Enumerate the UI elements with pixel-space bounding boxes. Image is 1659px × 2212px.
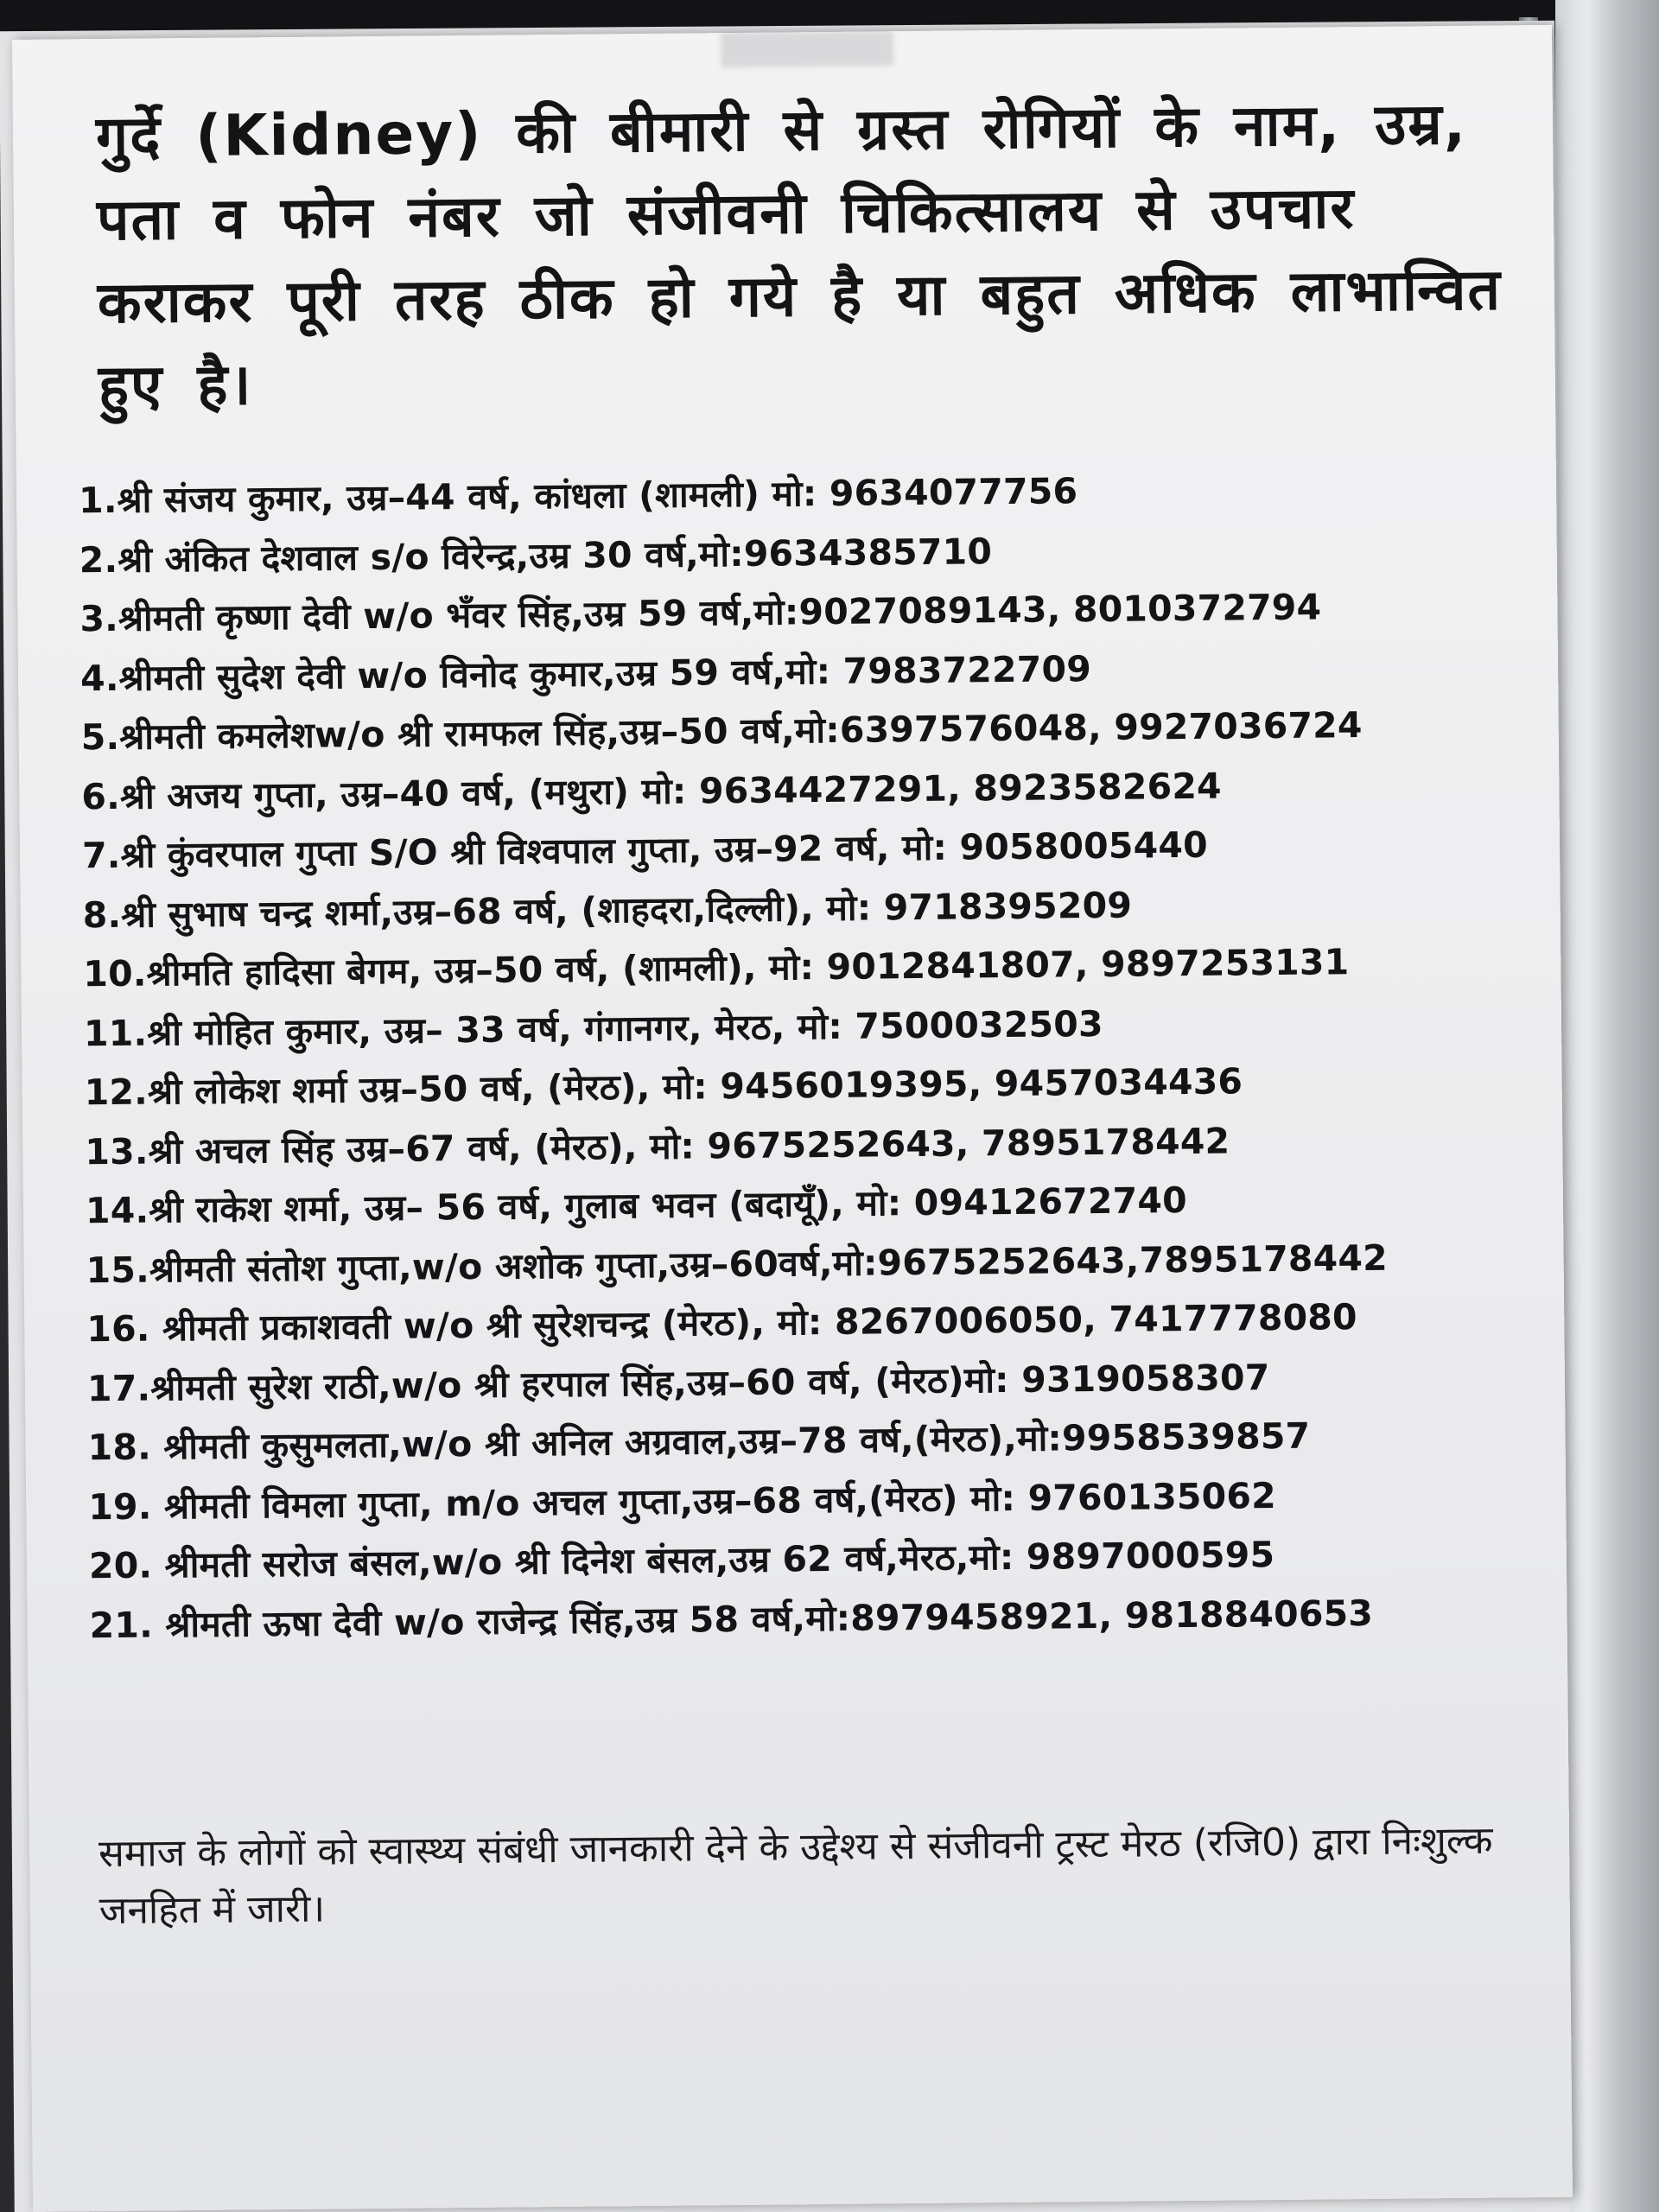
patient-entry-text: श्रीमती कृष्णा देवी w/o भँवर सिंह,उम्र 59 वर्ष,मो:9027089143, 8010372794 bbox=[118, 586, 1322, 639]
patient-entry-text: श्रीमती सुरेश राठी,w/o श्री हरपाल सिंह,उम्र–60 वर्ष, (मेरठ)मो: 9319058307 bbox=[149, 1356, 1270, 1409]
patient-entry-number: 21. bbox=[89, 1604, 154, 1646]
patient-entry-text: श्रीमती ऊषा देवी w/o राजेन्द्र सिंह,उम्र 58 वर्ष,मो:8979458921, 9818840653 bbox=[152, 1592, 1374, 1646]
binder-cover-edge bbox=[1555, 0, 1659, 2212]
patient-entry-text: श्री लोकेश शर्मा उम्र–50 वर्ष, (मेरठ), मो: 9456019395, 9457034436 bbox=[147, 1060, 1243, 1113]
patient-entry-number: 7. bbox=[81, 834, 121, 877]
patient-entry-number: 12. bbox=[84, 1071, 149, 1114]
patient-entry-text: श्री संजय कुमार, उम्र–44 वर्ष, कांधला (शामली) मो: 9634077756 bbox=[117, 470, 1078, 521]
patient-entry-number: 8. bbox=[82, 893, 122, 936]
notice-heading: गुर्दे (Kidney) की बीमारी से ग्रस्त रोगियों के नाम, उम्र, पता व फोन नंबर जो संजीवनी चिकित्सालय से उपचार कराकर पूरी तरह ठीक हो गये है या बहुत अधिक लाभान्वित हुए है। bbox=[95, 90, 1503, 420]
patient-entry-number: 2. bbox=[79, 538, 118, 581]
patient-entry-text: श्रीमती कमलेशw/o श्री रामफल सिंह,उम्र–50 वर्ष,मो:6397576048, 9927036724 bbox=[119, 704, 1363, 758]
patient-entry-number: 20. bbox=[88, 1544, 153, 1587]
patient-entry-number: 3. bbox=[79, 597, 119, 640]
patient-entry-text: श्री सुभाष चन्द्र शर्मा,उम्र–68 वर्ष, (शाहदरा,दिल्ली), मो: 9718395209 bbox=[121, 884, 1133, 936]
patient-entry-number: 17. bbox=[86, 1367, 151, 1409]
patient-entry-number: 11. bbox=[83, 1012, 148, 1054]
patient-entry-text: श्रीमती कुसुमलता,w/o श्री अनिल अग्रवाल,उम्र–78 वर्ष,(मेरठ),मो:9958539857 bbox=[150, 1414, 1311, 1468]
paper-smudge bbox=[721, 31, 893, 67]
patient-entry-text: श्री कुंवरपाल गुप्ता S/O श्री विश्वपाल गुप्ता, उम्र–92 वर्ष, मो: 9058005440 bbox=[120, 823, 1209, 876]
patient-entry-number: 6. bbox=[81, 775, 121, 817]
patient-entry-text: श्रीमती प्रकाशवती w/o श्री सुरेशचन्द्र (मेरठ), मो: 8267006050, 7417778080 bbox=[149, 1296, 1357, 1350]
patient-entry-text: श्रीमती सुदेश देवी w/o विनोद कुमार,उम्र 59 वर्ष,मो: 7983722709 bbox=[118, 647, 1092, 699]
patient-entry-number: 1. bbox=[78, 479, 118, 522]
patient-entry-number: 14. bbox=[85, 1189, 149, 1232]
printed-notice-sheet bbox=[12, 25, 1573, 2212]
patient-entry-text: श्रीमती विमला गुप्ता, m/o अचल गुप्ता,उम्र–68 वर्ष,(मेरठ) मो: 9760135062 bbox=[151, 1474, 1277, 1528]
patient-entry-text: श्री अचल सिंह उम्र–67 वर्ष, (मेरठ), मो: 9675252643, 7895178442 bbox=[148, 1120, 1230, 1173]
patient-entry-text: श्री मोहित कुमार, उम्र– 33 वर्ष, गंगानगर, मेरठ, मो: 7500032503 bbox=[147, 1002, 1103, 1054]
patient-entry-number: 4. bbox=[79, 657, 119, 699]
patient-entry-number: 10. bbox=[83, 952, 147, 995]
patient-entry-number: 5. bbox=[80, 715, 120, 759]
patient-entry-number: 13. bbox=[85, 1130, 149, 1173]
patient-entry-number: 15. bbox=[86, 1249, 150, 1291]
patient-entry-text: श्री अजय गुप्ता, उम्र–40 वर्ष, (मथुरा) मो: 9634427291, 8923582624 bbox=[119, 765, 1223, 817]
notice-footer: समाज के लोगों को स्वास्थ्य संबंधी जानकारी देने के उद्देश्य से संजीवनी ट्रस्ट मेरठ (रजि0) द्वारा निःशुल्क जनहित में जारी। bbox=[98, 1818, 1493, 1934]
patient-entry-text: श्री राकेश शर्मा, उम्र– 56 वर्ष, गुलाब भवन (बदायूँ), मो: 09412672740 bbox=[149, 1179, 1188, 1231]
patient-list bbox=[79, 457, 1559, 1655]
patient-entry-number: 16. bbox=[86, 1307, 150, 1351]
patient-entry-number: 18. bbox=[87, 1426, 152, 1469]
patient-entry-text: श्रीमती संतोश गुप्ता,w/o अशोक गुप्ता,उम्र–60वर्ष,मो:9675252643,7895178442 bbox=[149, 1236, 1389, 1291]
patient-entry-text: श्री अंकित देशवाल s/o विरेन्द्र,उम्र 30 वर्ष,मो:9634385710 bbox=[118, 530, 993, 581]
patient-entry-text: श्रीमती सरोज बंसल,w/o श्री दिनेश बंसल,उम्र 62 वर्ष,मेरठ,मो: 9897000595 bbox=[151, 1534, 1275, 1586]
patient-entry-text: श्रीमति हादिसा बेगम, उम्र–50 वर्ष, (शामली), मो: 9012841807, 9897253131 bbox=[146, 941, 1350, 995]
patient-entry-number: 19. bbox=[88, 1485, 152, 1528]
